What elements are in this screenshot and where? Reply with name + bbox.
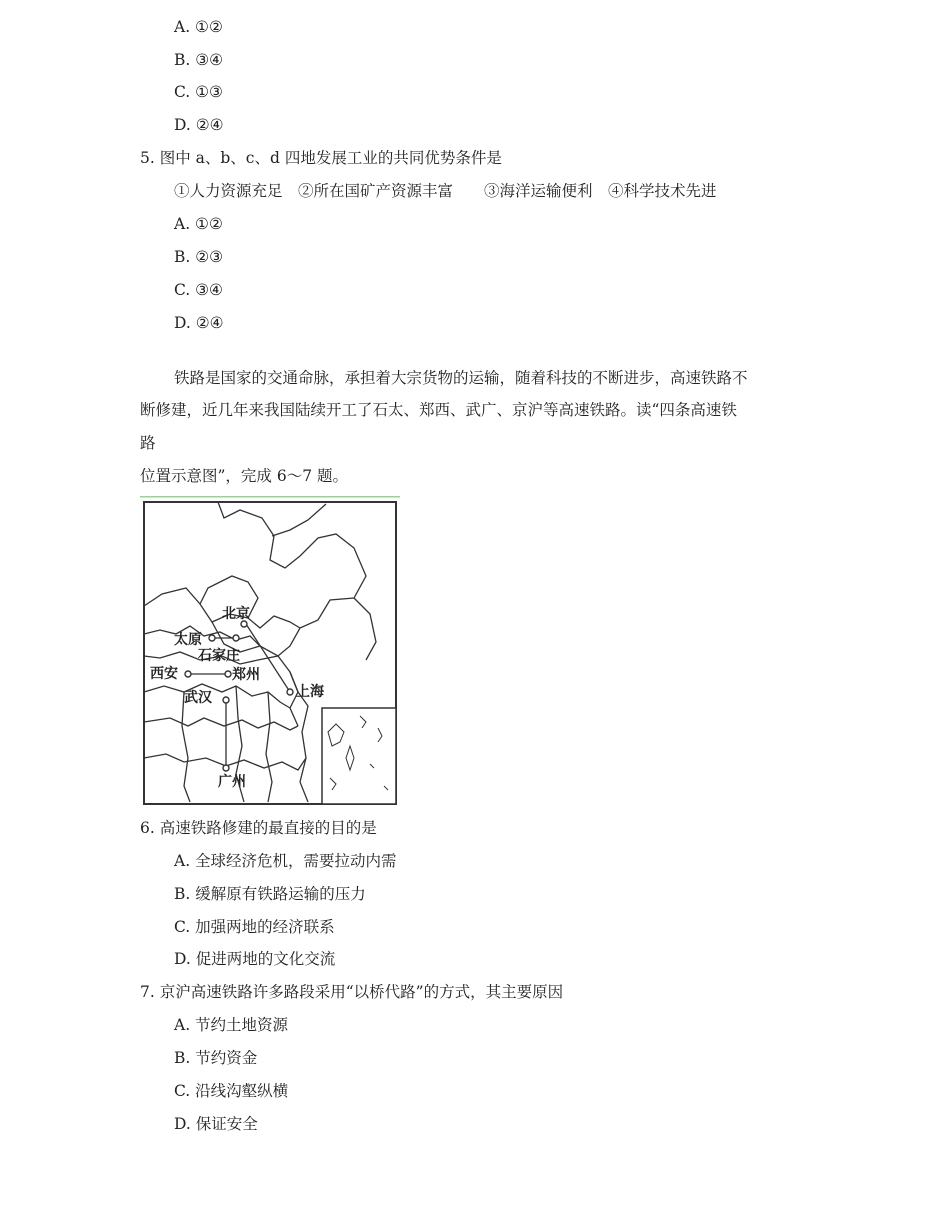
passage-line-2: 断修建，近几年来我国陆续开工了石太、郑西、武广、京沪等高速铁路。读“四条高速铁 xyxy=(140,401,737,419)
q4-option-a: A. ①② xyxy=(174,18,223,36)
passage-line-1: 铁路是国家的交通命脉，承担着大宗货物的运输，随着科技的不断进步，高速铁路不 xyxy=(174,369,748,387)
shanghai-marker xyxy=(287,689,293,695)
q5-option-a: A. ①② xyxy=(174,215,223,233)
q5-statements: ①人力资源充足 ②所在国矿产资源丰富 ③海洋运输便利 ④科学技术先进 xyxy=(174,182,717,200)
map-inset-frame xyxy=(322,708,396,804)
map-top-border-accent xyxy=(140,496,400,498)
zhengzhou-marker xyxy=(225,671,231,677)
label-beijing: 北京 xyxy=(222,606,250,622)
q7-option-d: D. 保证安全 xyxy=(174,1115,258,1133)
xian-marker xyxy=(185,671,191,677)
q6-option-c: C. 加强两地的经济联系 xyxy=(174,918,335,936)
label-shijiazhuang: 石家庄 xyxy=(198,648,240,664)
q4-option-d: D. ②④ xyxy=(174,116,224,134)
passage-line-4: 位置示意图”，完成 6～7 题。 xyxy=(140,467,349,485)
q5-option-d: D. ②④ xyxy=(174,314,224,332)
taiyuan-marker xyxy=(209,635,215,641)
passage-line-3: 路 xyxy=(140,434,156,452)
q7-stem: 7. 京沪高速铁路许多路段采用“以桥代路”的方式，其主要原因 xyxy=(140,983,564,1001)
q6-stem: 6. 高速铁路修建的最直接的目的是 xyxy=(140,819,377,837)
label-xian: 西安 xyxy=(150,666,178,682)
q6-option-b: B. 缓解原有铁路运输的压力 xyxy=(174,885,366,903)
label-guangzhou: 广州 xyxy=(218,774,246,790)
label-taiyuan: 太原 xyxy=(174,632,202,648)
q7-option-b: B. 节约资金 xyxy=(174,1049,258,1067)
q5-option-c: C. ③④ xyxy=(174,281,223,299)
railway-map xyxy=(140,496,400,808)
q7-option-a: A. 节约土地资源 xyxy=(174,1016,289,1034)
label-wuhan: 武汉 xyxy=(184,690,212,706)
q7-option-c: C. 沿线沟壑纵横 xyxy=(174,1082,289,1100)
q5-stem: 5. 图中 a、b、c、d 四地发展工业的共同优势条件是 xyxy=(140,149,502,167)
q6-option-a: A. 全球经济危机，需要拉动内需 xyxy=(174,852,397,870)
wuhan-marker xyxy=(223,697,229,703)
q5-option-b: B. ②③ xyxy=(174,248,224,266)
label-shanghai: 上海 xyxy=(296,684,324,700)
label-zhengzhou: 郑州 xyxy=(232,667,260,683)
q4-option-c: C. ①③ xyxy=(174,83,223,101)
guangzhou-marker xyxy=(223,765,229,771)
q4-option-b: B. ③④ xyxy=(174,51,224,69)
q6-option-d: D. 促进两地的文化交流 xyxy=(174,950,336,968)
shijiazhuang-marker xyxy=(233,635,239,641)
